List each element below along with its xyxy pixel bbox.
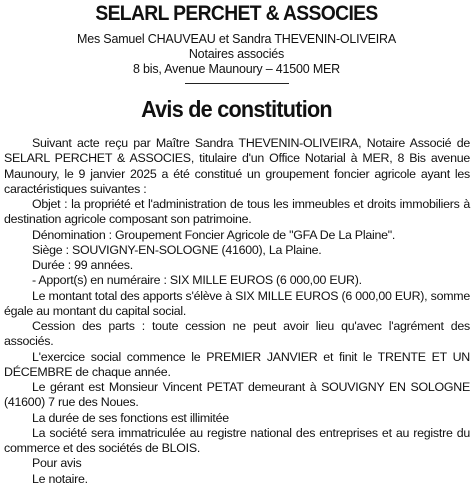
paragraph-objet: Objet : la propriété et l'administration de tous les immeubles et droits immobiliers à destination agricole composant son patrimoine. bbox=[4, 197, 470, 227]
address-line: 8 bis, Avenue Maunoury – 41500 MER bbox=[133, 62, 340, 76]
paragraph-immatriculation: La société sera immatriculée au registre national des entreprises et au registre du commerce et des sociétés de BLOIS. bbox=[4, 425, 470, 455]
paragraph-signature: Le notaire. bbox=[32, 471, 88, 486]
paragraph-apports: - Apport(s) en numéraire : SIX MILLE EUROS (6 000,00 EUR). bbox=[32, 273, 362, 288]
paragraph-siege: Siège : SOUVIGNY-EN-SOLOGNE (41600), La Plaine. bbox=[32, 242, 322, 257]
paragraph-montant: Le montant total des apports s'élève à SIX MILLE EUROS (6 000,00 EUR), somme égale au montant du capital social. bbox=[4, 288, 470, 318]
paragraph-gerant: Le gérant est Monsieur Vincent PETAT demeurant à SOUVIGNY EN SOLOGNE (41600) 7 rue des Noues. bbox=[4, 380, 470, 410]
role-line: Notaires associés bbox=[188, 47, 285, 61]
header-divider bbox=[185, 83, 289, 84]
paragraph-preamble: Suivant acte reçu par Maître Sandra THEVENIN-OLIVEIRA, Notaire Associé de SELARL PERCHET & ASSOCIES, titulaire d'un Office Notarial à MER, 8 Bis avenue Maunoury, le 9 janvier 2025 a été constitué un groupement foncier agricole ayant les caractéristiques suivantes : bbox=[4, 136, 470, 196]
notice-body bbox=[4, 136, 470, 487]
paragraph-cession: Cession des parts : toute cession ne peut avoir lieu qu'avec l'agrément des associés. bbox=[4, 319, 470, 349]
paragraph-pour-avis: Pour avis bbox=[32, 456, 82, 471]
paragraph-denomination: Dénomination : Groupement Foncier Agricole de "GFA De La Plaine". bbox=[32, 227, 396, 242]
paragraph-duree: Durée : 99 années. bbox=[32, 258, 133, 272]
notice-title: Avis de constitution bbox=[141, 96, 332, 122]
firm-name: SELARL PERCHET & ASSOCIES bbox=[95, 2, 378, 25]
paragraph-exercice: L'exercice social commence le PREMIER JANVIER et finit le TRENTE ET UN DÉCEMBRE de chaque année. bbox=[4, 349, 470, 379]
paragraph-duree-fonctions: La durée de ses fonctions est illimitée bbox=[32, 410, 229, 425]
notaries-line: Mes Samuel CHAUVEAU et Sandra THEVENIN-OLIVEIRA bbox=[77, 32, 396, 46]
